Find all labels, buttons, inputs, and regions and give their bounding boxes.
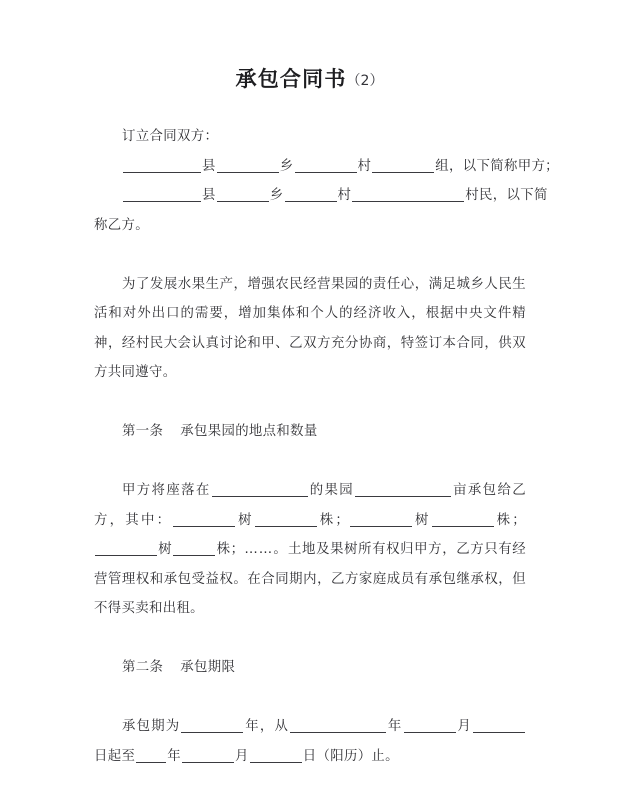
tree-count-blank-2[interactable] [432, 513, 494, 527]
spacer-after-clause-one [94, 624, 526, 654]
tree-label-1: 树 [236, 512, 254, 528]
clause-two-title: 承包期限 [180, 660, 236, 675]
party-b-continuation-text: 称乙方。 [94, 217, 149, 233]
contract-term-years-blank[interactable] [181, 719, 243, 733]
clause-one-text-4: 土地及果树所有权归甲方，乙方只有经营管理权和承包受益权。在合同期内，乙方家庭成员有承包继承权，但不得买卖和出租。 [94, 542, 526, 616]
party-b-county-label: 县 [202, 188, 216, 203]
party-b-name-blank[interactable] [352, 188, 464, 202]
clause-one-body [94, 476, 526, 624]
end-year-blank[interactable] [136, 749, 166, 763]
party-b-line [94, 181, 548, 211]
start-month-blank[interactable] [404, 719, 456, 733]
tree-type-blank-3[interactable] [95, 542, 157, 556]
party-a-line [94, 152, 559, 182]
clause-two-text-1: 承包期为 [122, 719, 181, 734]
start-year-blank[interactable] [290, 719, 386, 733]
start-day-blank[interactable] [473, 719, 525, 733]
clause-one-text-3: 亩承包给乙方，其中： [94, 483, 526, 528]
party-a-village-blank[interactable] [295, 159, 357, 173]
count-label-1: 株； [317, 512, 350, 528]
clause-one-text-1: 甲方将座落在 [122, 483, 211, 498]
end-month-unit: 月 [234, 748, 249, 764]
party-a-group-blank[interactable] [372, 159, 434, 173]
preamble-paragraph [94, 270, 526, 388]
page-title [0, 66, 619, 92]
clause-two-number: 第二条 [122, 660, 164, 675]
tree-label-2: 树 [413, 512, 431, 528]
clause-one-text-2: 的果园 [308, 483, 355, 498]
start-year-unit: 年 [387, 719, 403, 734]
spacer-after-parties [94, 240, 526, 270]
parties-heading-text: 订立合同双方： [122, 129, 219, 144]
end-month-blank[interactable] [182, 749, 234, 763]
party-a-county-blank[interactable] [123, 159, 201, 173]
party-a-county-label: 县 [202, 158, 216, 174]
party-b-continuation [94, 211, 526, 241]
clause-one-number: 第一条 [122, 424, 164, 439]
party-b-village-blank[interactable] [285, 188, 337, 202]
preamble-text: 为了发展水果生产，增强农民经营果园的责任心，满足城乡人民生活和对外出口的需要，增加集体和个人的经济收入，根据中央文件精神，经村民大会认真讨论和甲、乙双方充分协商，特签订本合同，供双方共同遵守。 [94, 276, 526, 380]
start-month-unit: 月 [456, 719, 472, 734]
party-a-group-label: 组 [435, 158, 449, 174]
tree-count-blank-1[interactable] [255, 513, 317, 527]
party-a-village-label: 村 [357, 158, 372, 174]
party-a-township-blank[interactable] [217, 159, 279, 173]
party-b-township-label: 乡 [269, 188, 284, 203]
spacer-after-clause-one-heading [94, 447, 526, 477]
tree-type-blank-2[interactable] [350, 513, 412, 527]
clause-two-text-3: 日起至 [94, 748, 136, 764]
party-b-villager-label: 村民，以下简 [465, 188, 548, 203]
page-title-suffix: （2） [346, 73, 384, 89]
party-b-village-label: 村 [337, 188, 352, 203]
end-day-blank[interactable] [250, 749, 302, 763]
party-a-township-label: 乡 [279, 158, 294, 174]
spacer-after-clause-two-heading [94, 683, 526, 713]
party-a-tail: ，以下简称甲方； [449, 158, 559, 174]
clause-one-heading [94, 417, 526, 447]
tree-label-3: 树 [158, 542, 173, 557]
count-label-2: 株； [494, 512, 527, 528]
clause-two-text-2: 年，从 [244, 719, 290, 734]
orchard-area-blank[interactable] [355, 483, 451, 497]
orchard-location-blank[interactable] [212, 483, 308, 497]
clause-two-heading [94, 653, 526, 683]
clause-two-body [94, 712, 526, 771]
page-title-main: 承包合同书 [235, 67, 347, 91]
end-year-unit: 年 [167, 748, 181, 764]
clause-one-ellipsis: ……。 [244, 542, 289, 557]
parties-heading [94, 122, 526, 152]
clause-one-title: 承包果园的地点和数量 [180, 424, 318, 439]
document-body [94, 122, 559, 771]
spacer-after-preamble [94, 388, 526, 418]
clause-two-text-4: 日（阳历）止。 [302, 748, 399, 764]
party-b-county-blank[interactable] [123, 188, 201, 202]
count-label-3: 株； [216, 542, 245, 557]
party-b-township-blank[interactable] [217, 188, 269, 202]
tree-type-blank-1[interactable] [173, 513, 235, 527]
tree-count-blank-3[interactable] [173, 542, 215, 556]
